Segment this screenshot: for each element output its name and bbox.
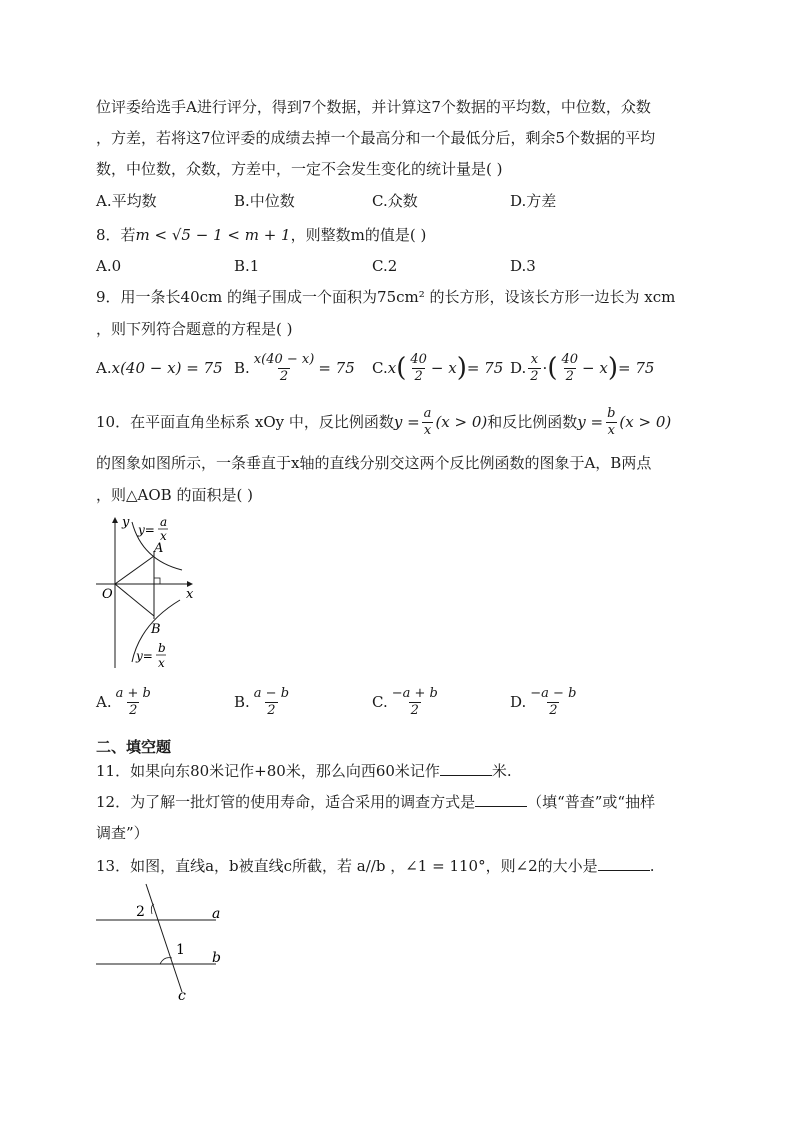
q8-option-a[interactable]: A.0	[96, 257, 122, 275]
q9-option-d-num2: 40	[561, 351, 579, 367]
angle-2-label: 2	[136, 904, 145, 920]
q8-prefix: 8．若	[96, 226, 136, 244]
q9-option-d-den1: 2	[530, 368, 539, 384]
q7-line-2: ，方差，若将这7位评委的成绩去掉一个最高分和一个最低分后，剩余5个数据的平均	[96, 129, 656, 147]
point-a-label: A	[154, 541, 164, 556]
q7-option-a[interactable]: A.平均数	[96, 192, 157, 210]
q12-answer-blank[interactable]	[475, 792, 527, 807]
q9-option-d-den2: 2	[565, 368, 574, 384]
q10-option-c[interactable]	[372, 680, 442, 724]
point-b-label: B	[151, 622, 161, 637]
q10-option-d-label: D.	[510, 693, 527, 711]
line-c	[146, 884, 182, 992]
q10-part-2: 和反比例函数	[487, 413, 578, 431]
q9-option-b-fraction	[252, 352, 317, 385]
q10-option-b-den: 2	[267, 702, 276, 718]
q9-option-c[interactable]: C. x ( $\frac{40}{2}$ − x ) = 75	[372, 351, 504, 384]
q9-option-c-label: C.	[372, 359, 388, 377]
q10-f1-lhs: y =	[393, 413, 420, 431]
q7-option-d[interactable]: D.方差	[510, 192, 557, 210]
q8-option-c[interactable]: C.2	[372, 257, 398, 275]
q10-f2-lhs: y =	[577, 413, 604, 431]
q10-option-c-label: C.	[372, 693, 388, 711]
line-b-label: b	[212, 950, 221, 966]
q9-option-b-num: x(40 − x)	[253, 351, 315, 367]
q9-option-d-dot: ·	[542, 359, 548, 377]
q13-suffix: .	[649, 857, 655, 875]
q11-answer-blank[interactable]	[440, 761, 492, 776]
segment-ob	[115, 584, 154, 616]
q8-suffix: ，则整数m的值是( )	[290, 226, 427, 244]
q9-option-d-rhs: = 75	[617, 359, 655, 377]
q9-line-1: 9．用一条长40cm 的绳子围成一个面积为75cm² 的长方形，设该长方形一边长为 xcm	[96, 288, 676, 306]
origin-label: O	[102, 587, 113, 602]
q12-text: 12．为了解一批灯管的使用寿命，适合采用的调查方式是	[96, 793, 476, 811]
q10-line-3: ，则△AOB 的面积是( )	[96, 486, 253, 504]
q10-part-1: 10．在平面直角坐标系 xOy 中，反比例函数	[96, 413, 394, 431]
q10-option-b-label: B.	[234, 693, 250, 711]
q13-figure	[92, 880, 232, 1004]
q8-inequality: m < √5 − 1 < m + 1	[135, 226, 291, 244]
q10-option-b[interactable]	[234, 680, 293, 724]
bottom-curve-label-lhs: y=	[136, 649, 153, 663]
q9-option-b-label: B.	[234, 359, 250, 377]
q10-f2-num: b	[607, 405, 616, 421]
q12-suffix: （填“普查”或“抽样	[527, 793, 656, 811]
top-curve-label-lhs: y=	[138, 523, 155, 537]
top-curve-label-num: a	[160, 515, 168, 529]
q10-line-2: 的图象如图所示，一条垂直于x轴的直线分别交这两个反比例函数的图象于A，B两点	[96, 454, 652, 472]
segment-oa	[115, 556, 154, 584]
line-c-label: c	[178, 988, 186, 1004]
angle-1-label: 1	[176, 942, 185, 958]
q13-text: 13．如图，直线a，b被直线c所截，若 a//b ，∠1 = 110°，则∠2的大小是	[96, 857, 598, 875]
bottom-curve-label-den: x	[158, 656, 165, 670]
q8-stem	[96, 224, 426, 246]
q10-f2-den: x	[607, 422, 615, 438]
q7-option-c[interactable]: C.众数	[372, 192, 418, 210]
y-axis-label: y	[122, 515, 130, 530]
section-fill-in-title: 二、填空题	[96, 738, 172, 756]
q7-option-b[interactable]: B.中位数	[234, 192, 295, 210]
q10-graph	[92, 512, 202, 672]
q9-option-d[interactable]: D. $\frac{x}{2}$ · ( $\frac{40}{2}$ − x ) = 75	[510, 351, 655, 384]
q9-option-c-post: − x	[430, 359, 457, 377]
q9-option-c-den: 2	[414, 368, 423, 384]
q9-options	[96, 346, 706, 390]
q9-option-a[interactable]	[96, 346, 223, 390]
q7-line-1: 位评委给选手A进行评分，得到7个数据，并计算这7个数据的平均数，中位数，众数	[96, 98, 651, 116]
angle-1-arc	[160, 958, 172, 964]
q12-line-2: 调查”）	[96, 824, 149, 842]
q10-option-a-num: a + b	[115, 685, 151, 701]
q11-suffix: 米.	[491, 762, 512, 780]
q10-option-c-den: 2	[410, 702, 419, 718]
right-angle-mark	[154, 578, 160, 584]
q7-options	[96, 190, 706, 212]
q8-option-d[interactable]: D.3	[510, 257, 536, 275]
q10-f1-den: x	[423, 422, 432, 438]
q9-option-c-num: 40	[410, 351, 427, 367]
q10-option-d-den: 2	[549, 702, 558, 718]
bottom-curve-label-num: b	[158, 641, 166, 655]
q7-line-3: 数，中位数，众数，方差中，一定不会发生变化的统计量是( )	[96, 160, 503, 178]
q9-option-d-post: − x	[582, 359, 608, 377]
q10-f2-cond: (x > 0)	[619, 413, 672, 431]
x-axis-label: x	[186, 587, 194, 602]
q10-option-c-num: −a + b	[391, 685, 438, 701]
q9-option-a-label: A.	[96, 359, 112, 377]
q10-option-d[interactable]	[510, 680, 580, 724]
q9-option-c-fraction	[408, 352, 429, 385]
q10-options	[96, 680, 706, 724]
q9-line-2: ，则下列符合题意的方程是( )	[96, 320, 293, 338]
q8-options	[96, 255, 706, 277]
q11-stem	[96, 760, 512, 782]
q10-f1-cond: (x > 0)	[435, 413, 488, 431]
q13-answer-blank[interactable]	[598, 856, 650, 871]
q10-option-d-num: −a − b	[530, 685, 577, 701]
q10-f1-fraction	[422, 406, 434, 439]
q9-option-d-fraction-1	[528, 352, 540, 385]
q10-option-a-den: 2	[129, 702, 138, 718]
q13-stem	[96, 855, 654, 877]
q10-f2-fraction	[605, 406, 617, 439]
q9-option-d-num1: x	[530, 351, 539, 367]
q10-option-a-label: A.	[96, 693, 112, 711]
q10-f1-num: a	[423, 405, 432, 421]
q9-option-d-label: D.	[510, 359, 527, 377]
line-a-label: a	[212, 906, 221, 922]
q10-option-a[interactable]	[96, 680, 155, 724]
q12-stem	[96, 791, 655, 813]
q9-option-c-pre: x	[387, 359, 397, 377]
q10-option-b-num: a − b	[253, 685, 290, 701]
q9-option-d-fraction-2	[559, 352, 580, 385]
q8-option-b[interactable]: B.1	[234, 257, 260, 275]
q9-option-b-rhs: = 75	[318, 359, 355, 377]
q11-text: 11．如果向东80米记作+80米，那么向西60米记作	[96, 762, 440, 780]
q9-option-b[interactable]	[234, 346, 355, 390]
q9-option-a-expr: x(40 − x) = 75	[111, 359, 223, 377]
q9-option-b-den: 2	[279, 368, 289, 384]
q10-line-1	[96, 402, 671, 442]
q9-option-c-rhs: = 75	[466, 359, 504, 377]
top-curve-label-den: x	[160, 529, 167, 543]
